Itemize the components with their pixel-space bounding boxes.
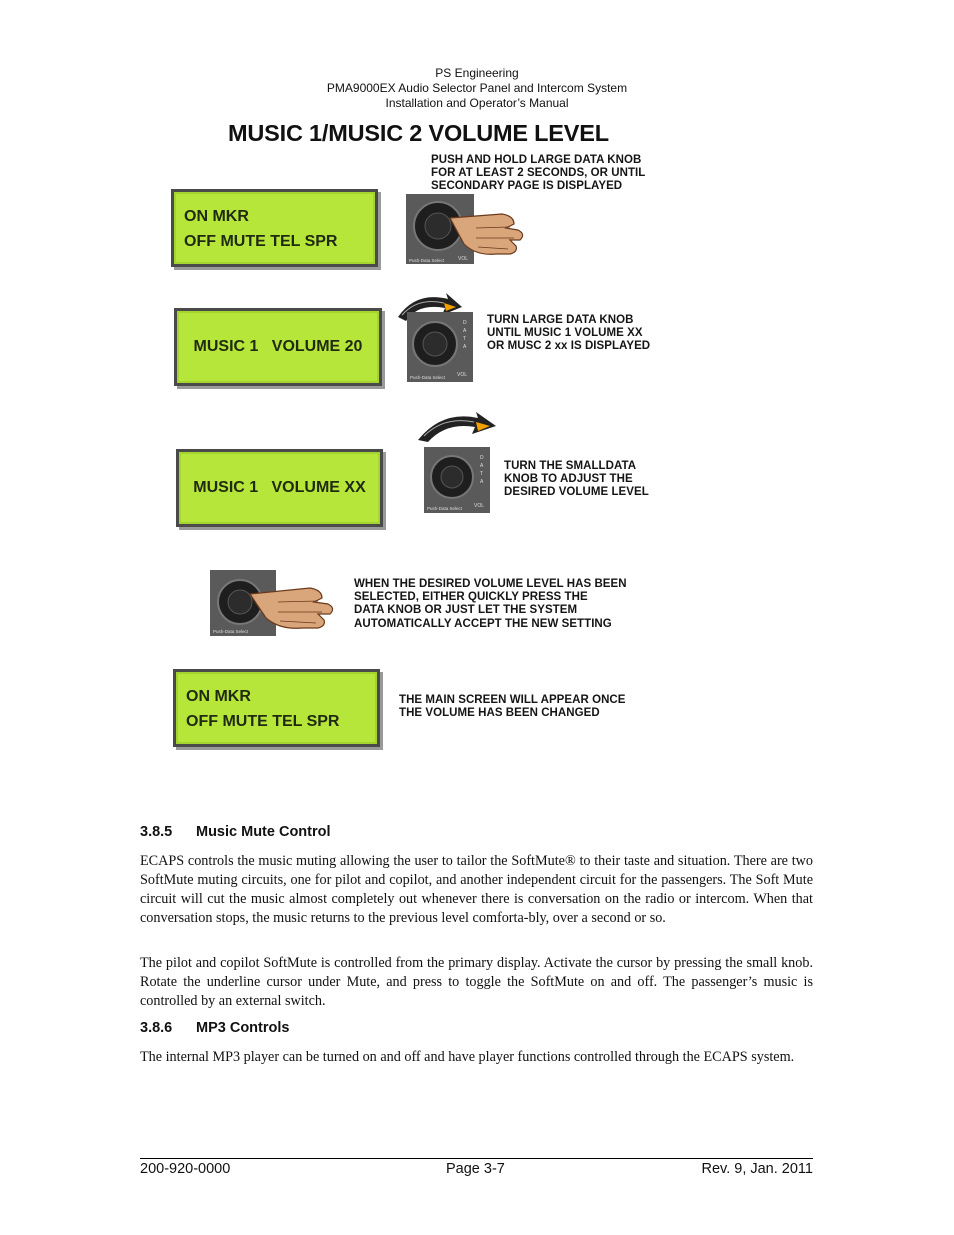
svg-text:T: T <box>480 471 484 477</box>
data-knob-icon <box>407 312 475 384</box>
paragraph: The internal MP3 player can be turned on and off and have player functions controlled through the ECAPS system. <box>140 1049 795 1065</box>
lcd-line-1: ON MKR <box>184 208 249 225</box>
step2-instruction: TURN LARGE DATA KNOB UNTIL MUSIC 1 VOLUME XX OR MUSC 2 xx IS DISPLAYED <box>487 314 651 353</box>
svg-text:A: A <box>463 344 467 350</box>
footer-doc-number: 200-920-0000 <box>140 1161 231 1177</box>
footer-divider <box>140 1158 813 1159</box>
svg-text:A: A <box>480 479 484 485</box>
curved-arrow-icon <box>416 408 510 444</box>
lcd-display-music1-volumexx <box>176 449 383 527</box>
figure-title: MUSIC 1/MUSIC 2 VOLUME LEVEL <box>228 120 609 146</box>
step1-instruction: PUSH AND HOLD LARGE DATA KNOB FOR AT LEAST 2 SECONDS, OR UNTIL SECONDARY PAGE IS DISPLAYED <box>431 154 646 193</box>
data-knob-icon <box>424 447 492 515</box>
svg-text:A: A <box>480 463 484 469</box>
knob-press-hand-icon <box>210 570 340 638</box>
svg-text:D: D <box>480 455 484 461</box>
lcd-line-1: MUSIC 1 VOLUME 20 <box>193 338 363 355</box>
paragraph: ECAPS controls the music muting allowing the user to tailor the SoftMute® to their taste and situation. There are two SoftMute muting circuits, one for pilot and copilot, and another independent circuit for the passengers. The Soft Mute circuit will cut the music almost completely out whenever there is conversation on the radio or intercom. When that conversation stops, the music returns to the previous level comforta-bly, over a second or so. <box>140 853 813 926</box>
knob-press-hand-icon <box>406 194 534 266</box>
step4-instruction: WHEN THE DESIRED VOLUME LEVEL HAS BEEN SELECTED, EITHER QUICKLY PRESS THE DATA KNOB OR JUST LET THE SYSTEM AUTOMATICALLY ACCEPT THE NEW SETTING <box>354 578 627 630</box>
knob-push-label: Push-Data Select <box>409 258 445 263</box>
lcd-line-1: ON MKR <box>186 688 251 705</box>
header-company: PS Engineering <box>435 66 519 80</box>
section-heading-mp3-controls: 3.8.6 MP3 Controls <box>140 1020 290 1036</box>
lcd-display-main-return <box>173 669 380 747</box>
footer-page-number: Page 3-7 <box>446 1161 505 1177</box>
step5-instruction: THE MAIN SCREEN WILL APPEAR ONCE THE VOLUME HAS BEEN CHANGED <box>399 694 626 720</box>
header-product: PMA9000EX Audio Selector Panel and Intercom System <box>326 81 628 95</box>
section-heading-music-mute: 3.8.5 Music Mute Control <box>140 824 331 840</box>
step3-instruction: TURN THE SMALLDATA KNOB TO ADJUST THE DESIRED VOLUME LEVEL <box>504 460 649 499</box>
header-manual: Installation and Operator’s Manual <box>385 95 569 110</box>
svg-text:Push-Data Select: Push-Data Select <box>410 375 446 380</box>
paragraph: The pilot and copilot SoftMute is controlled from the primary display. Activate the cursor by pressing the small knob. Rotate the underline cursor under Mute, and press to toggle the SoftMute on and off. The passenger’s music is controlled by an external switch. <box>140 955 813 1009</box>
svg-text:VOL: VOL <box>474 503 485 509</box>
svg-text:A: A <box>463 328 467 334</box>
lcd-line-2: OFF MUTE TEL SPR <box>184 233 338 250</box>
knob-vol-label: VOL <box>458 256 469 262</box>
svg-text:VOL: VOL <box>457 372 468 378</box>
lcd-line-2: OFF MUTE TEL SPR <box>186 713 340 730</box>
lcd-display-music1-volume20 <box>174 308 382 386</box>
svg-text:T: T <box>463 336 467 342</box>
lcd-line-1: MUSIC 1 VOLUME XX <box>193 479 366 496</box>
svg-text:D: D <box>463 320 467 326</box>
footer-revision: Rev. 9, Jan. 2011 <box>701 1161 813 1177</box>
svg-text:Push-Data Select: Push-Data Select <box>213 629 249 634</box>
lcd-display-main <box>171 189 378 267</box>
svg-text:Push-Data Select: Push-Data Select <box>427 506 463 511</box>
